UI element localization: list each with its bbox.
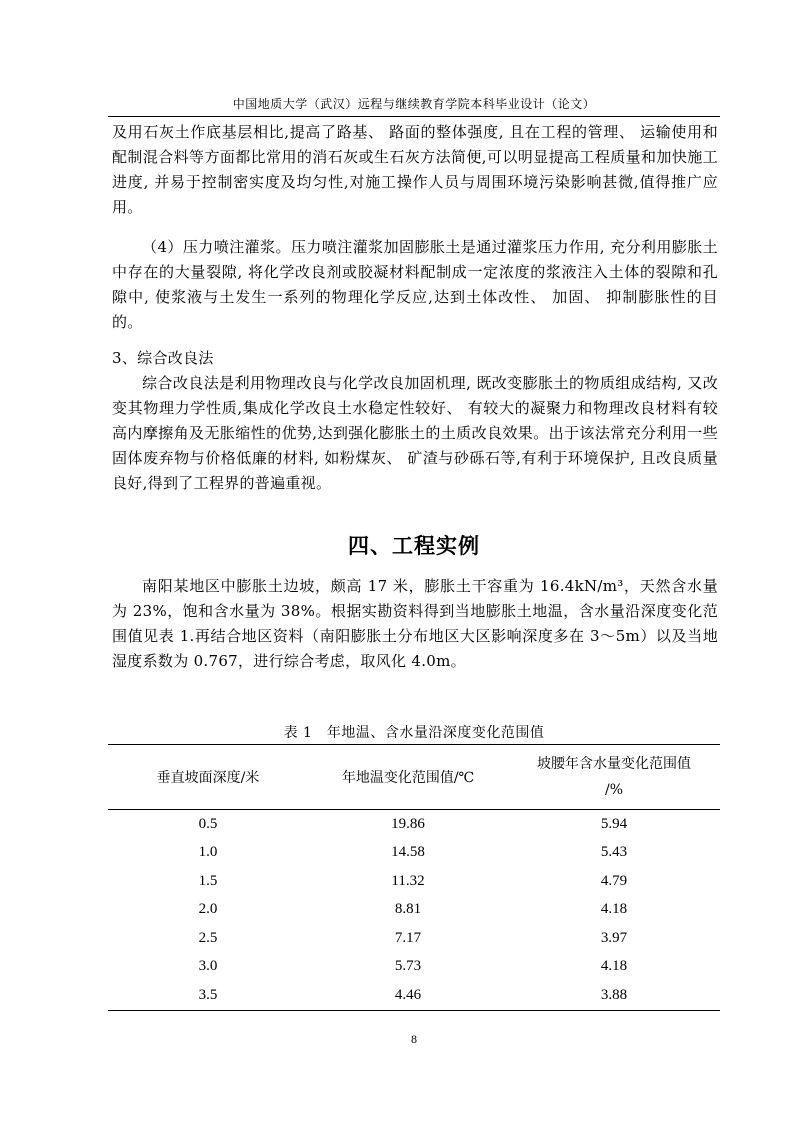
table-row	[108, 867, 720, 896]
table-row	[108, 924, 720, 953]
cell-temperature: 19.86	[391, 815, 425, 832]
table-header-row	[108, 745, 720, 810]
cell-temperature: 5.73	[394, 958, 422, 975]
cell-moisture: 5.43	[600, 844, 628, 861]
cell-depth: 2.0	[198, 901, 218, 918]
cell-temperature: 14.58	[391, 844, 425, 861]
cell-temperature: 7.17	[394, 929, 422, 946]
cell-depth: 1.5	[198, 872, 218, 889]
table-caption: 表 1 年地温、含水量沿深度变化范围值	[283, 725, 545, 741]
cell-moisture: 5.94	[600, 815, 628, 832]
cell-depth: 3.0	[198, 958, 218, 975]
subheading-combined-method	[112, 346, 718, 371]
data-table	[108, 744, 720, 1011]
cell-moisture: 4.79	[600, 872, 628, 889]
running-header: 中国地质大学（武汉）远程与继续教育学院本科毕业设计（论文）	[232, 97, 596, 111]
table-row	[108, 953, 720, 982]
cell-temperature: 8.81	[394, 901, 422, 918]
cell-temperature: 4.46	[394, 986, 422, 1003]
cell-depth: 3.5	[198, 986, 218, 1003]
cell-depth: 1.0	[198, 844, 218, 861]
header-rule	[108, 116, 720, 117]
paragraph-engineering-example	[112, 574, 718, 674]
header-moisture	[508, 745, 720, 810]
paragraph-combined-method	[112, 371, 718, 496]
header-temperature: 年地温变化范围值/℃	[341, 770, 475, 786]
header-moisture-line1: 坡腰年含水量变化范围值	[537, 756, 692, 772]
table-row	[108, 981, 720, 1010]
table-row	[108, 896, 720, 925]
cell-moisture: 4.18	[600, 958, 628, 975]
cell-moisture: 3.97	[600, 929, 628, 946]
cell-moisture: 3.88	[600, 986, 628, 1003]
header-depth: 垂直坡面深度/米	[156, 770, 260, 786]
paragraph-pressure-grouting-text: （4）压力喷注灌浆。压力喷注灌浆加固膨胀土是通过灌浆压力作用, 充分利用膨胀土中存在的大量裂隙, 将化学改良剂或胶凝材料配制成一定浓度的浆液注入土体的裂隙和孔隙中, 使浆液与土发生一系列的物理化学反应,达到土体改性、 加固、 抑制膨胀性的目的。	[112, 238, 718, 331]
section-heading: 四、工程实例	[348, 534, 480, 558]
subheading-combined-method-text: 3、综合改良法	[112, 349, 214, 367]
paragraph-engineering-example-text: 南阳某地区中膨胀土边坡，颇高 17 米，膨胀土干容重为 16.4kN/m³，天然含水量为 23%，饱和含水量为 38%。根据实勘资料得到当地膨胀土地温，含水量沿深度变化范围值见表 1.再结合地区资料（南阳膨胀土分布地区大区影响深度多在 3～5m）以及当地湿度系数为 0.767，进行综合考虑，取风化 4.0m。	[112, 577, 718, 670]
page-number: 8	[411, 1032, 417, 1046]
table-row	[108, 810, 720, 839]
header-moisture-line2: /%	[605, 782, 624, 798]
paragraph-continuation-text: 及用石灰土作底基层相比,提高了路基、 路面的整体强度, 且在工程的管理、 运输使用和配制混合料等方面都比常用的消石灰或生石灰方法简便,可以明显提高工程质量和加快施工进度, 并易于控制密实度及均匀性,对施工操作人员与周围环境污染影响甚微,值得推广应用。	[112, 123, 718, 216]
paragraph-continuation	[112, 120, 718, 220]
cell-moisture: 4.18	[600, 901, 628, 918]
cell-depth: 0.5	[198, 815, 218, 832]
paragraph-pressure-grouting	[112, 235, 718, 335]
paragraph-combined-method-text: 综合改良法是利用物理改良与化学改良加固机理, 既改变膨胀土的物质组成结构, 又改变其物理力学性质,集成化学改良土水稳定性较好、 有较大的凝聚力和物理改良材料有较高内摩擦角及无胀缩性的优势,达到强化膨胀土的土质改良效果。出于该法常充分利用一些固体废弃物与价格低廉的材料, 如粉煤灰、 矿渣与砂砾石等,有利于环境保护, 且改良质量良好,得到了工程界的普遍重视。	[112, 374, 718, 492]
cell-temperature: 11.32	[391, 872, 425, 889]
cell-depth: 2.5	[198, 929, 218, 946]
table-row	[108, 839, 720, 868]
